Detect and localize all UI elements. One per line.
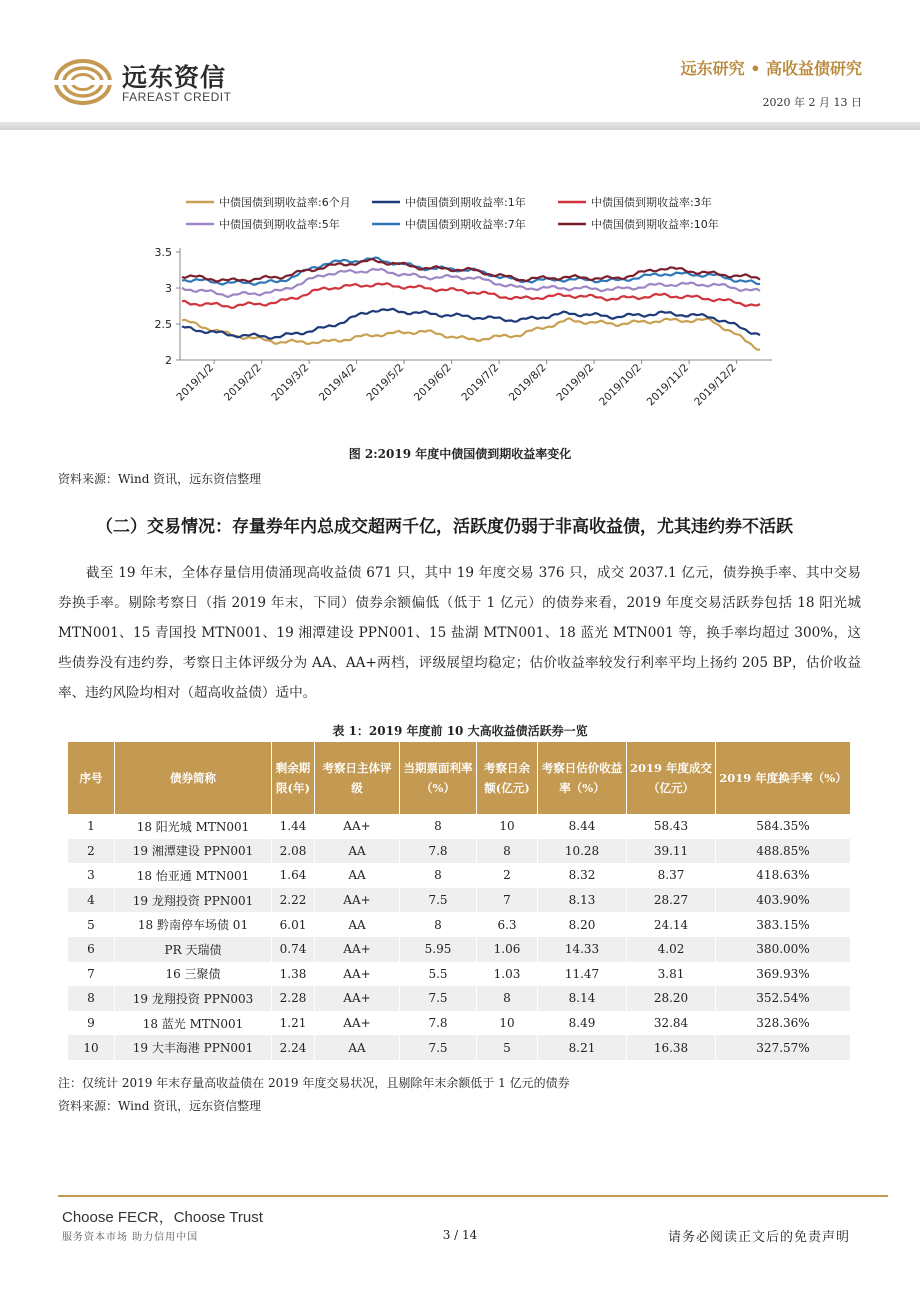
table-row	[68, 839, 850, 864]
table-cell: 10.28	[538, 839, 627, 864]
table-cell: AA	[315, 912, 400, 937]
table-cell: 10	[477, 1011, 538, 1036]
table-cell: 6.3	[477, 912, 538, 937]
table-header-row	[68, 742, 850, 814]
table-cell: 58.43	[627, 814, 716, 839]
legend-label: 中债国债到期收益率:7年	[405, 218, 526, 231]
x-tick-label: 2019/12/2	[692, 361, 739, 409]
table-cell: 39.11	[627, 839, 716, 864]
table-cell: 7.5	[400, 986, 477, 1011]
table-cell: 16 三聚债	[115, 962, 272, 987]
table-row	[68, 937, 850, 962]
table-cell: 14.33	[538, 937, 627, 962]
table-cell: 0.74	[272, 937, 315, 962]
table-row	[68, 888, 850, 913]
col-header-bond-name: 债券简称	[115, 742, 272, 814]
table-cell: 5	[477, 1035, 538, 1060]
series-line	[182, 258, 760, 285]
x-tick-label: 2019/11/2	[644, 361, 692, 409]
table-cell: 2.24	[272, 1035, 315, 1060]
table-cell: 8	[400, 863, 477, 888]
col-header-valuation-yield: 考察日估价收益率（%）	[538, 742, 627, 814]
table-cell: 7.5	[400, 888, 477, 913]
table-cell: 8.14	[538, 986, 627, 1011]
table-cell: 1.64	[272, 863, 315, 888]
x-tick-label: 2019/1/2	[174, 361, 217, 404]
header-divider	[0, 122, 920, 130]
table-cell: 2	[477, 863, 538, 888]
table-row	[68, 814, 850, 839]
table-cell: 2	[68, 839, 115, 864]
table-cell: 24.14	[627, 912, 716, 937]
col-header-index: 序号	[68, 742, 115, 814]
x-tick-label: 2019/7/2	[459, 361, 502, 404]
table-cell: 9	[68, 1011, 115, 1036]
table-row	[68, 986, 850, 1011]
disclaimer-note: 请务必阅读正文后的免责声明	[667, 1230, 850, 1245]
table-cell: AA	[315, 839, 400, 864]
legend-label: 中债国债到期收益率:5年	[219, 218, 340, 231]
table-cell: 18 黔南停车场债 01	[115, 912, 272, 937]
table-cell: 5	[68, 912, 115, 937]
table-cell: 7.8	[400, 1011, 477, 1036]
table-cell: AA+	[315, 814, 400, 839]
table-cell: AA	[315, 1035, 400, 1060]
col-header-remaining-term: 剩余期限(年)	[272, 742, 315, 814]
table-cell: 1.06	[477, 937, 538, 962]
table-cell: AA	[315, 863, 400, 888]
table-cell: 8	[477, 986, 538, 1011]
table-cell: 1	[68, 814, 115, 839]
x-tick-label: 2019/8/2	[506, 361, 549, 404]
table-cell: 8.20	[538, 912, 627, 937]
table-note: 注：仅统计 2019 年末存量高收益债在 2019 年度交易状况，且剔除年末余额低于 1 亿元的债券	[58, 1076, 570, 1090]
table-cell: 10	[68, 1035, 115, 1060]
table-cell: 1.21	[272, 1011, 315, 1036]
table-cell: 18 蓝光 MTN001	[115, 1011, 272, 1036]
table-cell: 10	[477, 814, 538, 839]
table-cell: 28.20	[627, 986, 716, 1011]
page-number: 3 / 14	[442, 1228, 478, 1242]
y-tick-label: 3.5	[154, 246, 172, 259]
col-header-coupon-rate: 当期票面利率（%）	[400, 742, 477, 814]
x-tick-label: 2019/5/2	[364, 361, 407, 404]
table-cell: AA+	[315, 1011, 400, 1036]
table-cell: 383.15%	[716, 912, 851, 937]
legend-label: 中债国债到期收益率:10年	[591, 218, 719, 231]
table-cell: 1.44	[272, 814, 315, 839]
table-cell: 19 龙翔投资 PPN001	[115, 888, 272, 913]
table-cell: 403.90%	[716, 888, 851, 913]
table-cell: 3	[68, 863, 115, 888]
table-cell: 18 怡亚通 MTN001	[115, 863, 272, 888]
col-header-trading-volume: 2019 年度成交（亿元）	[627, 742, 716, 814]
table-cell: 3.81	[627, 962, 716, 987]
table-cell: 4	[68, 888, 115, 913]
table-cell: 488.85%	[716, 839, 851, 864]
table-cell: 4.02	[627, 937, 716, 962]
table-cell: 19 湘潭建设 PPN001	[115, 839, 272, 864]
table-cell: 380.00%	[716, 937, 851, 962]
figure-caption: 图 2:2019 年度中债国债到期收益率变化	[348, 447, 572, 461]
table-cell: 328.36%	[716, 1011, 851, 1036]
table-cell: 1.38	[272, 962, 315, 987]
page-header	[0, 0, 920, 132]
table-title: 表 1：2019 年度前 10 大高收益债活跃券一览	[332, 724, 588, 738]
table-row	[68, 1011, 850, 1036]
table-cell: 6.01	[272, 912, 315, 937]
table-cell: 32.84	[627, 1011, 716, 1036]
table-cell: AA+	[315, 962, 400, 987]
table-cell: 19 龙翔投资 PPN003	[115, 986, 272, 1011]
active-bonds-table	[68, 742, 850, 1060]
col-header-issuer-rating: 考察日主体评级	[315, 742, 400, 814]
col-header-balance: 考察日余额(亿元)	[477, 742, 538, 814]
table-source: 资料来源：Wind 资讯，远东资信整理	[58, 1099, 262, 1113]
table-cell: 2.22	[272, 888, 315, 913]
table-cell: 8	[68, 986, 115, 1011]
table-cell: 6	[68, 937, 115, 962]
table-cell: 11.47	[538, 962, 627, 987]
body-paragraph: 截至 19 年末，全体存量信用债涌现高收益债 671 只，其中 19 年度交易 376 只，成交 2037.1 亿元，债券换手率、其中交易券换手率。剔除考察日（指 2019 年末，下同）债券余额偏低（低于 1 亿元）的债券来看，2019 年度交易活跃券包括 18 阳光城 MTN001、15 青国投 MTN001、19 湘潭建设 PPN001、15 盐湖 MTN001、18 蓝光 MTN001 等，换手率均超过 300%，这些债券没有违约券，考察日主体评级分为 AA、AA+两档，评级展望均稳定；估价收益率较发行利率平均上扬约 205 BP，估价收益率、违约风险均相对（超高收益债）适中。	[58, 565, 861, 701]
x-tick-label: 2019/4/2	[316, 361, 359, 404]
table-row	[68, 1035, 850, 1060]
y-tick-label: 2.5	[154, 318, 172, 331]
section-heading: （二）交易情况：存量券年内总成交超两千亿，活跃度仍弱于非高收益债，尤其违约券不活跃	[96, 517, 793, 537]
table-cell: 5.95	[400, 937, 477, 962]
x-tick-label: 2019/6/2	[411, 361, 454, 404]
table-cell: 327.57%	[716, 1035, 851, 1060]
table-cell: 19 大丰海港 PPN001	[115, 1035, 272, 1060]
y-tick-label: 3	[165, 282, 172, 295]
x-tick-label: 2019/10/2	[597, 361, 644, 409]
table-cell: 8.13	[538, 888, 627, 913]
table-cell: 8.21	[538, 1035, 627, 1060]
series-line	[182, 309, 760, 339]
table-cell: 352.54%	[716, 986, 851, 1011]
table-cell: 8.49	[538, 1011, 627, 1036]
table-cell: 8.44	[538, 814, 627, 839]
legend-label: 中债国债到期收益率:3年	[591, 196, 712, 209]
legend-label: 中债国债到期收益率:6个月	[219, 196, 351, 209]
table-cell: 18 阳光城 MTN001	[115, 814, 272, 839]
footer-divider	[58, 1195, 888, 1197]
table-cell: 5.5	[400, 962, 477, 987]
series-line	[182, 283, 760, 308]
table-cell: AA+	[315, 937, 400, 962]
table-cell: 8	[400, 912, 477, 937]
report-series-title: 远东研究 • 高收益债研究	[680, 59, 862, 78]
brand-name-en: FAREAST CREDIT	[122, 90, 232, 104]
table-row	[68, 912, 850, 937]
table-cell: 16.38	[627, 1035, 716, 1060]
table-cell: 7.8	[400, 839, 477, 864]
table-cell: 7.5	[400, 1035, 477, 1060]
table-cell: PR 天瑞债	[115, 937, 272, 962]
table-cell: 8.32	[538, 863, 627, 888]
table-cell: 8	[400, 814, 477, 839]
table-cell: 8	[477, 839, 538, 864]
series-line	[182, 318, 760, 349]
x-tick-label: 2019/2/2	[221, 361, 264, 404]
x-tick-label: 2019/3/2	[269, 361, 312, 404]
x-tick-label: 2019/9/2	[554, 361, 597, 404]
table-cell: 7	[68, 962, 115, 987]
table-cell: 2.08	[272, 839, 315, 864]
footer-slogan: Choose FECR，Choose Trust	[62, 1209, 263, 1226]
table-cell: 28.27	[627, 888, 716, 913]
legend-label: 中债国债到期收益率:1年	[405, 196, 526, 209]
y-tick-label: 2	[165, 354, 172, 367]
table-row	[68, 863, 850, 888]
table-cell: 7	[477, 888, 538, 913]
table-cell: AA+	[315, 986, 400, 1011]
table-cell: 8.37	[627, 863, 716, 888]
table-cell: 1.03	[477, 962, 538, 987]
yield-line-chart	[140, 188, 780, 438]
fareast-credit-logo-icon	[54, 58, 112, 106]
table-cell: 369.93%	[716, 962, 851, 987]
table-cell: 2.28	[272, 986, 315, 1011]
figure-source: 资料来源：Wind 资讯，远东资信整理	[58, 472, 262, 486]
footer-slogan-sub: 服务资本市场 助力信用中国	[62, 1232, 199, 1243]
brand-name-cn: 远东资信	[122, 63, 227, 92]
table-cell: 584.35%	[716, 814, 851, 839]
table-cell: AA+	[315, 888, 400, 913]
table-cell: 418.63%	[716, 863, 851, 888]
report-date: 2020 年 2 月 13 日	[762, 96, 862, 109]
col-header-turnover-rate: 2019 年度换手率（%）	[716, 742, 851, 814]
table-row	[68, 962, 850, 987]
